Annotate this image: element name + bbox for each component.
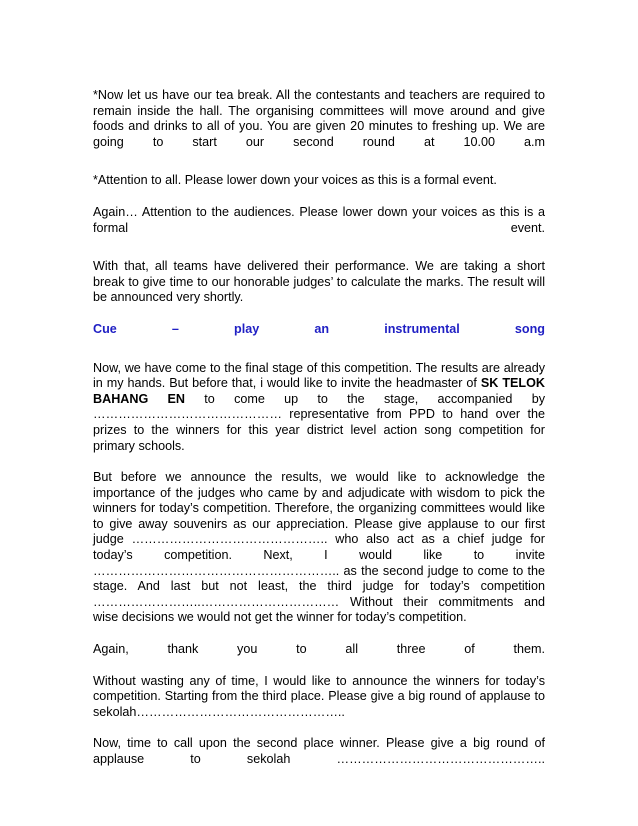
spacer	[93, 306, 545, 322]
thanks-paragraph: Again, thank you to all three of them.	[93, 642, 545, 657]
attention-paragraph: *Attention to all. Please lower down your voices as this is a formal event.	[93, 173, 497, 188]
judges-paragraph: But before we announce the results, we would like to acknowledge the importance of the judges who came by and adjudicate with wisdom to pick the winners for today’s competition. Therefore, the organizing committees would like to give away souvenirs as our appreciation. Please give applause to our first judge ……………………………………….. who also act as a chief judge for today’s competition. Next, I would like to invite ………………………………………………….. as the second judge to come to the stage. And last but not least, the third judge for today’s competition ……………………..…………………………… Without their commitments and wise decisions we would not get the winner for today’s competition.	[93, 470, 545, 625]
spacer	[93, 658, 545, 674]
spacer	[93, 720, 545, 736]
spacer	[93, 626, 545, 642]
spacer	[93, 150, 545, 173]
document-page	[93, 88, 545, 768]
spacer	[93, 338, 545, 361]
attention-again-paragraph: Again… Attention to the audiences. Please lower down your voices as this is a formal event.	[93, 204, 545, 235]
final-stage-text-a: Now, we have come to the final stage of this competition. The results are already in my hands. But before that, i would like to invite the headmaster of	[93, 360, 545, 391]
spacer	[93, 454, 545, 470]
cue-instruction: Cue – play an instrumental song	[93, 321, 545, 336]
final-stage-text-b: to come up to the stage, accompanied by ……………………………………… representative from PPD to hand over the prizes to the winners for this year district level action song competition for primary schools.	[93, 391, 545, 453]
third-place-paragraph: Without wasting any of time, I would like to announce the winners for today’s competition. Starting from the third place. Please give a big round of applause to sekolah…………………………………………..	[93, 673, 545, 719]
spacer	[93, 236, 545, 259]
final-stage-paragraph	[93, 361, 545, 455]
tea-break-paragraph: *Now let us have our tea break. All the contestants and teachers are required to remain inside the hall. The organising committees will move around and give foods and drinks to all of you. You are given 20 minutes to freshing up. We are going to start our second round at 10.00 a.m	[93, 88, 545, 149]
performance-paragraph: With that, all teams have delivered their performance. We are taking a short break to give time to our honorable judges’ to calculate the marks. The result will be announced very shortly.	[93, 259, 545, 305]
school-name: SK TELOK BAHANG EN	[93, 376, 545, 406]
second-place-paragraph: Now, time to call upon the second place winner. Please give a big round of applause to sekolah …………………………………………..	[93, 736, 545, 766]
spacer	[93, 189, 545, 205]
